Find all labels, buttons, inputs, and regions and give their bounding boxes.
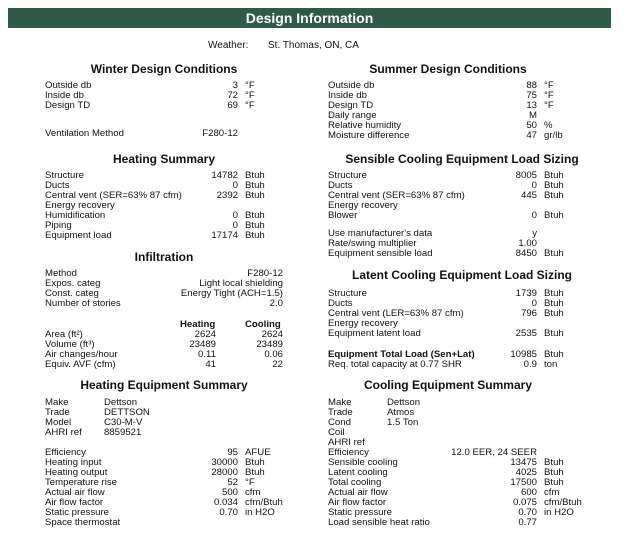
row-label: Structure — [328, 170, 367, 181]
data-row — [328, 360, 608, 370]
row-value: y — [532, 228, 537, 239]
row-label: Ducts — [45, 180, 70, 191]
section-heading: Latent Cooling Equipment Load Sizing — [352, 268, 572, 282]
row-unit: Btuh — [544, 210, 564, 221]
info-row — [328, 418, 528, 428]
row-unit: in H2O — [245, 507, 275, 518]
row-value: 8005 — [515, 170, 537, 181]
row-label: Humidification — [45, 210, 106, 221]
row-unit: AFUE — [245, 447, 271, 458]
row-label: Outside db — [328, 80, 375, 91]
row-label: Structure — [328, 288, 367, 299]
data-row — [328, 289, 608, 299]
row-value: 13475 — [510, 457, 537, 468]
row-label: Central vent (SER=63% 87 cfm) — [45, 190, 182, 201]
row-value: 1739 — [515, 288, 537, 299]
row-value: 2535 — [515, 328, 537, 339]
row-label: Ducts — [328, 298, 353, 309]
row-value: Light local shielding — [199, 278, 283, 289]
row-value: 0.77 — [518, 517, 537, 528]
row-value: C30-M-V — [104, 417, 143, 428]
section-heading: Winter Design Conditions — [90, 62, 238, 76]
row-value: 0.034 — [213, 497, 238, 508]
section-heading: Heating Equipment Summary — [80, 378, 248, 392]
data-row — [45, 81, 325, 91]
info-row — [45, 428, 245, 438]
data-row — [45, 231, 325, 241]
row-unit: Btuh — [245, 170, 265, 181]
row-unit: °F — [245, 100, 255, 111]
row-label: Rate/swing multiplier — [328, 238, 417, 249]
row-label: Use manufacturer's data — [328, 228, 433, 239]
row-label: Energy recovery — [45, 200, 115, 211]
cooling-value: 23489 — [256, 339, 283, 350]
row-label: Piping — [45, 220, 72, 231]
row-value: 0 — [531, 180, 537, 191]
row-label: Model — [45, 417, 72, 428]
row-unit: Btuh — [245, 210, 265, 221]
data-row — [328, 329, 608, 339]
row-value: 52 — [227, 477, 238, 488]
row-label: Cond — [328, 417, 351, 428]
row-value: 8859521 — [104, 427, 142, 438]
row-unit: Btuh — [544, 288, 564, 299]
row-value: 88 — [526, 80, 537, 91]
row-label: Actual air flow — [328, 487, 388, 498]
row-unit: Btuh — [544, 477, 564, 488]
row-value: 0 — [232, 210, 238, 221]
cooling-value: 22 — [272, 359, 283, 370]
row-unit: Btuh — [544, 349, 564, 360]
row-value: 1.00 — [518, 238, 537, 249]
row-value: 1.5 Ton — [387, 417, 419, 428]
row-value: 0 — [232, 220, 238, 231]
row-value: 796 — [520, 308, 537, 319]
row-label: Equiv. AVF (cfm) — [45, 359, 116, 370]
row-value: 2.0 — [269, 298, 283, 309]
row-unit: Btuh — [544, 298, 564, 309]
heating-value: 0.11 — [198, 349, 216, 360]
row-unit: °F — [544, 80, 554, 91]
data-row — [328, 211, 608, 221]
row-label: Const. categ — [45, 288, 99, 299]
weather-value: St. Thomas, ON, CA — [268, 40, 359, 51]
cooling-value: 0.06 — [264, 349, 283, 360]
row-label: Latent cooling — [328, 467, 388, 478]
row-label: Structure — [45, 170, 84, 181]
row-unit: ton — [544, 359, 558, 370]
row-label: Central vent (LER=63% 87 cfm) — [328, 308, 464, 319]
row-value: M — [529, 110, 537, 121]
row-label: Volume (ft³) — [45, 339, 95, 350]
row-unit: Btuh — [245, 467, 265, 478]
row-label: Central vent (SER=63% 87 cfm) — [328, 190, 465, 201]
row-value: 0 — [531, 298, 537, 309]
row-unit: cfm/Btuh — [245, 497, 283, 508]
row-unit: gr/lb — [544, 130, 563, 141]
row-label: Ventilation Method — [45, 128, 124, 139]
row-label: Trade — [328, 407, 353, 418]
row-unit: Btuh — [544, 467, 564, 478]
row-value: 17174 — [211, 230, 238, 241]
row-unit: Btuh — [544, 180, 564, 191]
row-value: 500 — [221, 487, 238, 498]
row-label: Make — [45, 397, 69, 408]
row-value: 69 — [227, 100, 238, 111]
row-label: Blower — [328, 210, 358, 221]
row-value: 30000 — [211, 457, 238, 468]
row-value: 13 — [526, 100, 537, 111]
row-label: Efficiency — [328, 447, 369, 458]
row-unit: Btuh — [544, 328, 564, 339]
row-unit: cfm/Btuh — [544, 497, 582, 508]
row-unit: Btuh — [544, 457, 564, 468]
row-value: 0.075 — [512, 497, 537, 508]
cooling-value: 2624 — [261, 329, 283, 340]
row-label: Sensible cooling — [328, 457, 398, 468]
row-label: Static pressure — [328, 507, 392, 518]
section-heading: Cooling Equipment Summary — [363, 378, 532, 392]
data-row — [45, 299, 285, 309]
data-row — [45, 171, 325, 181]
info-row — [328, 398, 528, 408]
data-row — [328, 249, 608, 259]
row-value: F280-12 — [202, 128, 238, 139]
row-label: Inside db — [328, 90, 367, 101]
row-label: Method — [45, 268, 77, 279]
data-row — [45, 518, 325, 528]
page-title: Design Information — [8, 8, 611, 28]
info-row — [328, 408, 528, 418]
section-heading: Infiltration — [134, 250, 194, 264]
row-value: 95 — [227, 447, 238, 458]
row-value: 0.70 — [219, 507, 238, 518]
row-label: Area (ft²) — [45, 329, 83, 340]
heating-value: 2624 — [194, 329, 216, 340]
row-label: AHRI ref — [328, 437, 365, 448]
row-unit: Btuh — [245, 220, 265, 231]
row-unit: °F — [245, 80, 255, 91]
row-label: Inside db — [45, 90, 84, 101]
row-label: Space thermostat — [45, 517, 121, 528]
row-value: 2392 — [216, 190, 238, 201]
row-label: Load sensible heat ratio — [328, 517, 430, 528]
row-label: Equipment sensible load — [328, 248, 433, 259]
row-value: 4025 — [515, 467, 537, 478]
row-label: Expos. categ — [45, 278, 101, 289]
row-unit: Btuh — [245, 180, 265, 191]
row-value: Atmos — [387, 407, 415, 418]
row-value: 600 — [520, 487, 537, 498]
row-unit: Btuh — [544, 248, 564, 259]
row-value: 75 — [526, 90, 537, 101]
row-unit: Btuh — [245, 190, 265, 201]
row-value: 50 — [526, 120, 537, 131]
heating-value: 23489 — [189, 339, 216, 350]
row-label: Air changes/hour — [45, 349, 118, 360]
row-unit: Btuh — [544, 308, 564, 319]
row-label: Air flow factor — [328, 497, 387, 508]
row-value: 0 — [232, 180, 238, 191]
section-heading: Sensible Cooling Equipment Load Sizing — [345, 152, 579, 166]
data-row — [328, 81, 608, 91]
data-row — [328, 201, 608, 211]
row-value: 12.0 EER, 24 SEER — [451, 447, 537, 458]
row-label: Efficiency — [45, 447, 86, 458]
row-value: 445 — [520, 190, 537, 201]
row-label: Actual air flow — [45, 487, 105, 498]
section-heading: Summer Design Conditions — [369, 62, 527, 76]
row-value: 14782 — [211, 170, 238, 181]
row-value: Dettson — [387, 397, 421, 408]
data-row — [328, 131, 608, 141]
row-unit: % — [544, 120, 553, 131]
data-row — [45, 129, 325, 139]
row-label: Equipment latent load — [328, 328, 421, 339]
table-row — [45, 360, 285, 370]
weather-label: Weather: — [208, 40, 249, 51]
data-row — [45, 211, 325, 221]
row-unit: °F — [245, 477, 255, 488]
row-value: 47 — [526, 130, 537, 141]
row-unit: °F — [245, 90, 255, 101]
row-label: Static pressure — [45, 507, 109, 518]
row-value: 10985 — [510, 349, 537, 360]
row-label: Energy recovery — [328, 200, 398, 211]
row-unit: cfm — [245, 487, 261, 498]
row-label: AHRI ref — [45, 427, 82, 438]
row-unit: Btuh — [544, 170, 564, 181]
row-label: Design TD — [328, 100, 374, 111]
row-unit: °F — [544, 90, 554, 101]
row-unit: °F — [544, 100, 554, 111]
row-label: Moisture difference — [328, 130, 410, 141]
row-label: Air flow factor — [45, 497, 104, 508]
row-label: Trade — [45, 407, 70, 418]
row-value: 28000 — [211, 467, 238, 478]
row-value: 0 — [531, 210, 537, 221]
data-row — [45, 101, 325, 111]
row-label: Make — [328, 397, 352, 408]
row-value: F280-12 — [247, 268, 283, 279]
row-unit: Btuh — [544, 190, 564, 201]
column-heating-label: Heating — [180, 319, 216, 330]
row-label: Equipment load — [45, 230, 112, 241]
row-label: Relative humidity — [328, 120, 402, 131]
info-row — [45, 408, 245, 418]
row-value: 8450 — [515, 248, 537, 259]
row-label: Heating input — [45, 457, 102, 468]
section-heading: Heating Summary — [112, 152, 216, 166]
row-label: Energy recovery — [328, 318, 398, 329]
row-unit: Btuh — [245, 230, 265, 241]
row-label: Heating output — [45, 467, 108, 478]
column-cooling-label: Cooling — [245, 319, 281, 330]
row-value: 72 — [227, 90, 238, 101]
row-label: Equipment Total Load (Sen+Lat) — [328, 349, 475, 360]
row-label: Req. total capacity at 0.77 SHR — [328, 359, 462, 370]
row-label: Temperature rise — [45, 477, 117, 488]
data-row — [328, 518, 608, 528]
row-unit: Btuh — [245, 457, 265, 468]
row-unit: cfm — [544, 487, 560, 498]
heating-value: 41 — [205, 359, 216, 370]
row-label: Outside db — [45, 80, 92, 91]
row-unit: in H2O — [544, 507, 574, 518]
row-value: DETTSON — [104, 407, 150, 418]
row-label: Design TD — [45, 100, 91, 111]
row-value: Energy Tight (ACH=1.5) — [180, 288, 283, 299]
row-value: 0.9 — [523, 359, 537, 370]
row-value: Dettson — [104, 397, 138, 408]
row-label: Ducts — [328, 180, 353, 191]
row-label: Coil — [328, 427, 345, 438]
row-label: Total cooling — [328, 477, 382, 488]
row-value: 3 — [232, 80, 238, 91]
data-row — [328, 171, 608, 181]
row-value: 17500 — [510, 477, 537, 488]
row-label: Number of stories — [45, 298, 121, 309]
row-value: 0.70 — [518, 507, 537, 518]
row-label: Daily range — [328, 110, 377, 121]
